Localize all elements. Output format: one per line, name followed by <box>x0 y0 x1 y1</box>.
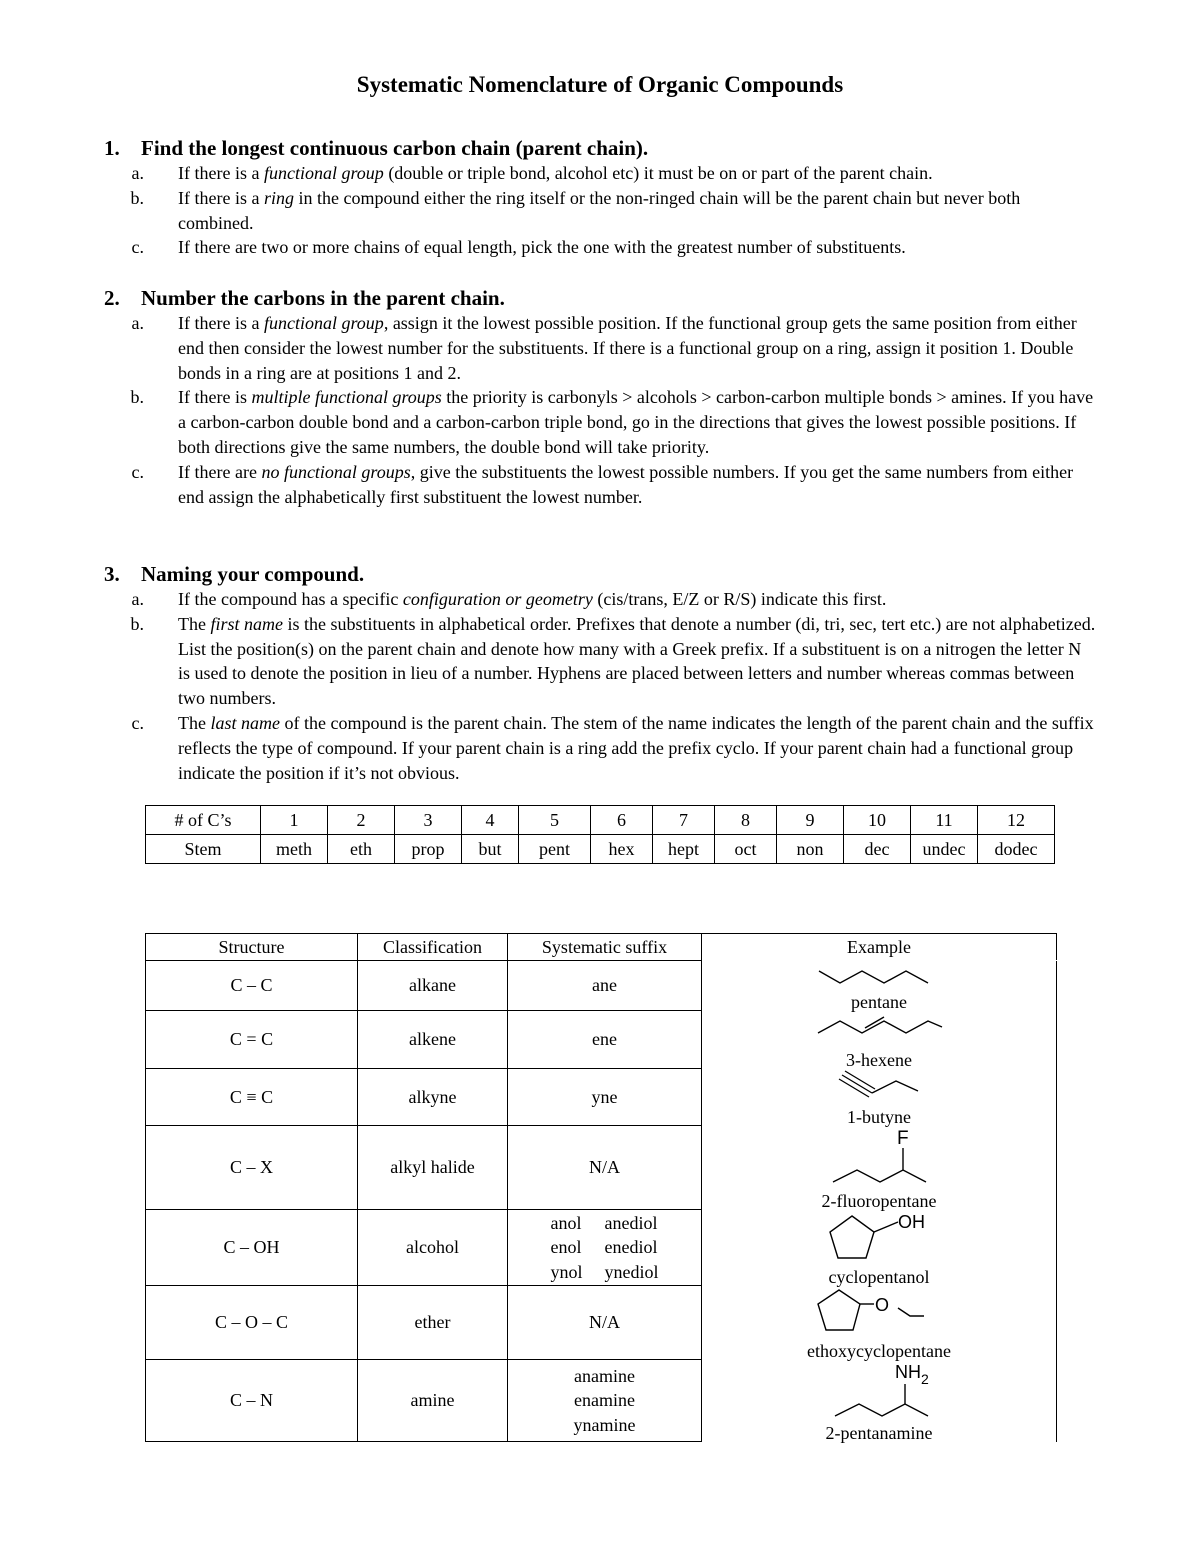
suffix-item: enediol <box>604 1237 658 1258</box>
item-letter: c. <box>131 237 144 258</box>
item-text: If there are two or more chains of equal length, pick the one with the greatest number of substituents. <box>178 237 906 258</box>
suffix-cell: ene <box>508 1011 702 1069</box>
list-item <box>104 186 1134 236</box>
table-row <box>146 1286 1057 1360</box>
item-letter: b. <box>130 613 144 634</box>
table-row <box>146 1360 1057 1442</box>
emphasis: functional group <box>263 313 384 333</box>
table-cell: undec <box>911 835 978 864</box>
suffix-item: ynamine <box>573 1414 636 1435</box>
section-number: 2. <box>104 286 120 310</box>
table-cell: 8 <box>715 806 777 835</box>
table-cell: 10 <box>844 806 911 835</box>
amine-group-label: $NH_2$ <box>895 1362 929 1387</box>
section-heading-text: Number the carbons in the parent chain. <box>141 286 505 310</box>
suffix-item: anamine <box>574 1365 635 1386</box>
structure-cell: C ≡ C <box>146 1069 358 1126</box>
example-cell <box>702 961 1057 1011</box>
suffix-list <box>508 1364 701 1438</box>
example-name: pentane <box>702 991 1056 1013</box>
table-header-row <box>146 934 1057 961</box>
list-item <box>104 311 1134 385</box>
table-row <box>146 1011 1057 1069</box>
section-2 <box>104 286 1134 509</box>
item-letter: a. <box>131 589 144 609</box>
example-cell <box>702 1069 1057 1126</box>
item-letter: c. <box>131 461 144 482</box>
table-cell: # of C’s <box>146 806 261 835</box>
item-text: If the compound has a specific configuration or geometry (cis/trans, E/Z or R/S) indicate this first. <box>178 589 887 609</box>
emphasis: configuration or geometry <box>402 589 593 609</box>
table-header: Classification <box>358 934 508 961</box>
table-cell: but <box>462 835 519 864</box>
classification-cell: amine <box>358 1360 508 1442</box>
emphasis: no functional groups <box>261 461 411 482</box>
item-text: If there are no functional groups, give the substituents the lowest possible numbers. If you get the same numbers from either end assign the alphabetically first substituent the lowest number. <box>178 461 1074 507</box>
list-item <box>104 460 1134 510</box>
item-letter: b. <box>130 387 144 408</box>
example-cell <box>702 1286 1057 1360</box>
table-cell: 11 <box>911 806 978 835</box>
section-heading-text: Naming your compound. <box>141 562 365 586</box>
table-cell: hept <box>653 835 715 864</box>
table-row <box>146 1210 1057 1286</box>
structure-cell: C – OH <box>146 1210 358 1286</box>
structure-cell: C – X <box>146 1126 358 1210</box>
example-cell <box>702 1210 1057 1286</box>
table-cell: 6 <box>591 806 653 835</box>
table-row <box>146 1126 1057 1210</box>
table-cell: 7 <box>653 806 715 835</box>
emphasis: multiple functional groups <box>251 387 442 408</box>
table-cell: dec <box>844 835 911 864</box>
table-row <box>146 961 1057 1011</box>
item-letter: a. <box>131 313 144 333</box>
list-item <box>104 235 1134 260</box>
list-item <box>104 711 1134 785</box>
table-cell: 4 <box>462 806 519 835</box>
list-item <box>104 161 1134 186</box>
classification-cell: alcohol <box>358 1210 508 1286</box>
suffix-item: enamine <box>574 1390 635 1411</box>
structure-cell: C = C <box>146 1011 358 1069</box>
item-text: The last name of the compound is the parent chain. The stem of the name indicates the length of the parent chain and the suffix reflects the type of compound. If your parent chain is a ring add the prefix cyclo. If your parent chain had a functional group indicate the position if it’s not obvious. <box>178 712 1094 783</box>
classification-cell: alkyl halide <box>358 1126 508 1210</box>
suffix-cell: ane <box>508 961 702 1011</box>
section-number: 1. <box>104 136 120 160</box>
suffix-item: enol <box>550 1237 582 1258</box>
item-text: The first name is the substituents in alphabetical order. Prefixes that denote a number (di, tri, sec, tert etc.) are not alphabetized. List the position(s) on the parent chain and denote how many with a Greek prefix. If a substituent is on a nitrogen the letter N is used to denote the position in lieu of a number. Hyphens are placed between letters and number whereas commas between two numbers. <box>178 613 1096 709</box>
suffix-cell: N/A <box>508 1126 702 1210</box>
table-cell: 2 <box>328 806 395 835</box>
table-cell: pent <box>519 835 591 864</box>
suffix-cell <box>508 1210 702 1286</box>
functional-group-table <box>145 933 1057 1442</box>
example-cell <box>702 1011 1057 1069</box>
example-name: 1-butyne <box>702 1106 1056 1128</box>
stem-table-row-carbons <box>146 806 1055 835</box>
example-name: 2-pentanamine <box>702 1422 1056 1444</box>
table-cell: non <box>777 835 844 864</box>
section-heading <box>104 136 1134 161</box>
list-item <box>104 385 1134 459</box>
emphasis: last name <box>210 712 280 733</box>
example-name: cyclopentanol <box>702 1266 1056 1288</box>
section-1 <box>104 136 1134 260</box>
suffix-item: ynediol <box>604 1261 659 1282</box>
suffix-item: ynol <box>550 1261 583 1282</box>
table-cell: 1 <box>261 806 328 835</box>
emphasis: functional group <box>263 163 384 183</box>
item-text: If there is multiple functional groups the priority is carbonyls > alcohols > carbon-carbon multiple bonds > amines. If you have a carbon-carbon double bond and a carbon-carbon triple bond, go in the directions that gives the lowest possible positions. If both directions give the same numbers, the double bond will take priority. <box>178 387 1094 457</box>
section-heading-text: Find the longest continuous carbon chain (parent chain). <box>141 136 649 160</box>
item-letter: b. <box>130 187 144 208</box>
table-cell: eth <box>328 835 395 864</box>
stem-table-row-stems <box>146 835 1055 864</box>
list-item <box>104 612 1134 711</box>
table-cell: Stem <box>146 835 261 864</box>
suffix-item: anediol <box>604 1212 658 1233</box>
item-text: If there is a functional group (double or triple bond, alcohol etc) it must be on or part of the parent chain. <box>178 163 933 183</box>
section-heading <box>104 286 1134 311</box>
table-cell: oct <box>715 835 777 864</box>
section-3 <box>104 562 1134 785</box>
section-heading <box>104 562 1134 587</box>
table-cell: dodec <box>978 835 1055 864</box>
emphasis: ring <box>263 187 294 208</box>
table-cell: 9 <box>777 806 844 835</box>
table-cell: 5 <box>519 806 591 835</box>
section-number: 3. <box>104 562 120 586</box>
table-header: Structure <box>146 934 358 961</box>
suffix-cell <box>508 1360 702 1442</box>
table-cell: prop <box>395 835 462 864</box>
table-header: Systematic suffix <box>508 934 702 961</box>
table-cell: 12 <box>978 806 1055 835</box>
hydroxyl-label: OH <box>898 1212 925 1232</box>
item-letter: c. <box>131 712 144 733</box>
suffix-item: anol <box>550 1212 582 1233</box>
structure-cell: C – C <box>146 961 358 1011</box>
oxygen-atom-label: O <box>875 1295 890 1315</box>
example-cell <box>702 1126 1057 1210</box>
item-text: If there is a functional group, assign it the lowest possible position. If the functional group gets the same position from either end then consider the lowest number for the substituents. If there is a functional group on a ring, assign it position 1. Double bonds in a ring are at positions 1 and 2. <box>178 313 1077 383</box>
item-text: If there is a ring in the compound either the ring itself or the non-ringed chain will be the parent chain but never both combined. <box>178 187 1021 233</box>
item-letter: a. <box>131 163 144 183</box>
example-name: 2-fluoropentane <box>702 1190 1056 1212</box>
structure-cell: C – N <box>146 1360 358 1442</box>
page-title: Systematic Nomenclature of Organic Compounds <box>356 72 844 97</box>
table-header: Example <box>702 934 1057 961</box>
classification-cell: alkyne <box>358 1069 508 1126</box>
classification-cell: alkane <box>358 961 508 1011</box>
example-cell <box>702 1360 1057 1442</box>
example-name: 3-hexene <box>702 1049 1056 1071</box>
table-cell: hex <box>591 835 653 864</box>
table-cell: 3 <box>395 806 462 835</box>
emphasis: first name <box>210 613 283 634</box>
stem-table <box>145 805 1055 864</box>
classification-cell: alkene <box>358 1011 508 1069</box>
structure-cell: C – O – C <box>146 1286 358 1360</box>
suffix-cell: yne <box>508 1069 702 1126</box>
table-row <box>146 1069 1057 1126</box>
table-cell: meth <box>261 835 328 864</box>
example-name: ethoxycyclopentane <box>702 1340 1056 1362</box>
suffix-grid <box>550 1211 658 1285</box>
suffix-cell: N/A <box>508 1286 702 1360</box>
fluorine-atom-label: F <box>897 1128 909 1149</box>
classification-cell: ether <box>358 1286 508 1360</box>
list-item <box>104 587 1134 612</box>
